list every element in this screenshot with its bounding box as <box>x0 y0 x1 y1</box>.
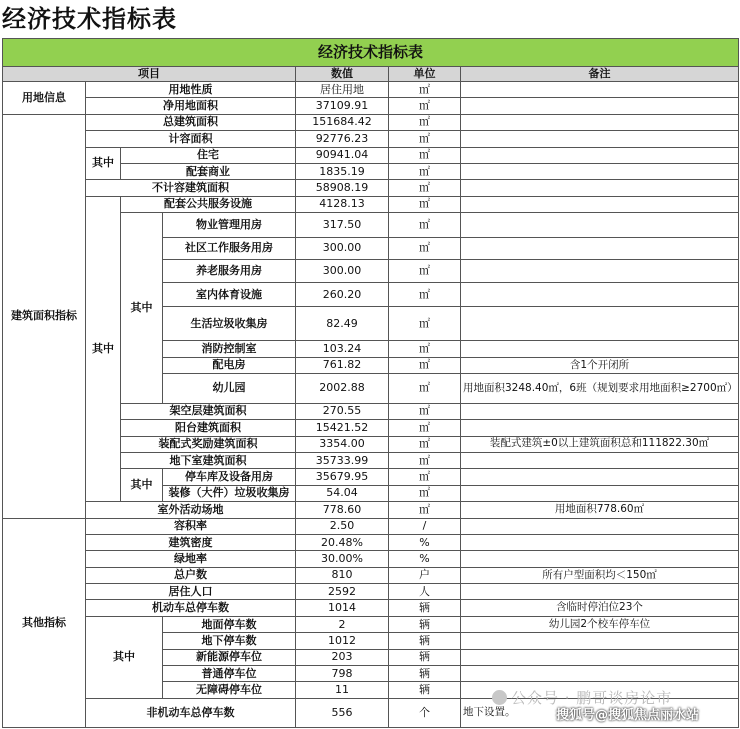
row-value: 90941.04 <box>296 147 389 163</box>
row-label: 消防控制室 <box>163 341 296 357</box>
row-unit: ㎡ <box>389 341 461 357</box>
row-note <box>461 420 739 436</box>
row-label: 不计容建筑面积 <box>86 180 296 196</box>
row-value: 151684.42 <box>296 114 389 130</box>
row-value: 3354.00 <box>296 436 389 452</box>
row-unit: ㎡ <box>389 307 461 341</box>
row-unit: ㎡ <box>389 357 461 373</box>
row-note: 用地面积778.60㎡ <box>461 502 739 518</box>
row-unit: 辆 <box>389 616 461 632</box>
row-label: 装配式奖励建筑面积 <box>121 436 296 452</box>
row-value: 1014 <box>296 600 389 616</box>
row-label: 室内体育设施 <box>163 282 296 307</box>
row-note: 所有户型面积均＜150㎡ <box>461 567 739 583</box>
row-label: 普通停车位 <box>163 666 296 682</box>
row-value: 11 <box>296 682 389 698</box>
row-value: 1835.19 <box>296 164 389 180</box>
row-unit: ㎡ <box>389 180 461 196</box>
row-note <box>461 403 739 419</box>
qizhong-label: 其中 <box>121 213 163 404</box>
row-note <box>461 452 739 468</box>
row-note <box>461 180 739 196</box>
row-value: 82.49 <box>296 307 389 341</box>
row-value: 2002.88 <box>296 374 389 404</box>
section-building-area: 建筑面积指标 <box>3 114 86 518</box>
row-unit: ㎡ <box>389 436 461 452</box>
row-note <box>461 469 739 485</box>
row-value: 300.00 <box>296 260 389 283</box>
row-label: 住宅 <box>121 147 296 163</box>
row-label: 地下室建筑面积 <box>121 452 296 468</box>
row-label: 净用地面积 <box>86 98 296 114</box>
row-unit: ㎡ <box>389 420 461 436</box>
row-note <box>461 341 739 357</box>
row-value: 58908.19 <box>296 180 389 196</box>
row-unit: ㎡ <box>389 114 461 130</box>
row-unit: ㎡ <box>389 502 461 518</box>
row-label: 总户数 <box>86 567 296 583</box>
row-unit: ㎡ <box>389 131 461 147</box>
row-note <box>461 633 739 649</box>
row-label: 机动车总停车数 <box>86 600 296 616</box>
row-unit: ㎡ <box>389 403 461 419</box>
row-value: 798 <box>296 666 389 682</box>
header-value: 数值 <box>296 66 389 81</box>
row-note <box>461 98 739 114</box>
row-label: 生活垃圾收集房 <box>163 307 296 341</box>
row-note: 地下设置。 <box>461 698 739 727</box>
section-other-indicators: 其他指标 <box>3 518 86 727</box>
row-value: 761.82 <box>296 357 389 373</box>
row-note <box>461 649 739 665</box>
header-unit: 单位 <box>389 66 461 81</box>
row-unit: ㎡ <box>389 485 461 501</box>
row-label: 绿地率 <box>86 551 296 567</box>
row-value: 37109.91 <box>296 98 389 114</box>
row-value: 810 <box>296 567 389 583</box>
row-unit: 辆 <box>389 682 461 698</box>
row-unit: ㎡ <box>389 82 461 98</box>
row-label: 装修（大件）垃圾收集房 <box>163 485 296 501</box>
table-caption: 经济技术指标表 <box>3 39 739 67</box>
row-unit: 辆 <box>389 633 461 649</box>
row-label: 无障碍停车位 <box>163 682 296 698</box>
page-title: 经济技术指标表 <box>2 5 177 33</box>
row-note <box>461 485 739 501</box>
row-unit: 辆 <box>389 600 461 616</box>
row-unit: ㎡ <box>389 452 461 468</box>
row-unit: / <box>389 518 461 534</box>
row-value: 1012 <box>296 633 389 649</box>
row-unit: ㎡ <box>389 282 461 307</box>
row-label: 社区工作服务用房 <box>163 237 296 260</box>
row-value: 260.20 <box>296 282 389 307</box>
row-note: 用地面积3248.40㎡，6班（规划要求用地面积≥2700㎡） <box>461 374 739 404</box>
qizhong-label: 其中 <box>121 469 163 502</box>
row-unit: ㎡ <box>389 237 461 260</box>
row-label: 室外活动场地 <box>86 502 296 518</box>
row-unit: % <box>389 534 461 550</box>
row-label: 非机动车总停车数 <box>86 698 296 727</box>
row-value: 2.50 <box>296 518 389 534</box>
row-note <box>461 213 739 238</box>
row-label: 建筑密度 <box>86 534 296 550</box>
row-label: 用地性质 <box>86 82 296 98</box>
row-unit: ㎡ <box>389 469 461 485</box>
row-value: 556 <box>296 698 389 727</box>
header-note: 备注 <box>461 66 739 81</box>
row-value: 15421.52 <box>296 420 389 436</box>
row-value: 20.48% <box>296 534 389 550</box>
header-item: 项目 <box>3 66 296 81</box>
section-land-info: 用地信息 <box>3 82 86 115</box>
row-note <box>461 282 739 307</box>
row-unit: ㎡ <box>389 374 461 404</box>
row-note <box>461 682 739 698</box>
row-note <box>461 237 739 260</box>
row-unit: % <box>389 551 461 567</box>
row-label: 地面停车数 <box>163 616 296 632</box>
row-note <box>461 666 739 682</box>
row-unit: 辆 <box>389 649 461 665</box>
row-unit: ㎡ <box>389 98 461 114</box>
row-label: 架空层建筑面积 <box>121 403 296 419</box>
qizhong-label: 其中 <box>86 196 121 501</box>
wechat-watermark-text: 公众号 · 鹏哥谈房论市 <box>511 689 673 707</box>
row-label: 容积率 <box>86 518 296 534</box>
row-label: 配套公共服务设施 <box>121 196 296 212</box>
row-label: 配电房 <box>163 357 296 373</box>
economic-indicators-table <box>2 38 739 728</box>
row-note <box>461 307 739 341</box>
row-unit: ㎡ <box>389 147 461 163</box>
row-label: 地下停车数 <box>163 633 296 649</box>
row-label: 阳台建筑面积 <box>121 420 296 436</box>
qizhong-label: 其中 <box>86 147 121 180</box>
row-value: 4128.13 <box>296 196 389 212</box>
row-value: 35679.95 <box>296 469 389 485</box>
row-label: 物业管理用房 <box>163 213 296 238</box>
row-value: 2 <box>296 616 389 632</box>
row-note <box>461 131 739 147</box>
row-value: 2592 <box>296 584 389 600</box>
row-note <box>461 82 739 98</box>
row-label: 计容面积 <box>86 131 296 147</box>
row-note <box>461 196 739 212</box>
row-unit: ㎡ <box>389 260 461 283</box>
row-unit: ㎡ <box>389 196 461 212</box>
row-note <box>461 114 739 130</box>
row-note <box>461 164 739 180</box>
row-note <box>461 534 739 550</box>
row-note: 含1个开闭所 <box>461 357 739 373</box>
row-note <box>461 147 739 163</box>
row-note <box>461 584 739 600</box>
row-value: 30.00% <box>296 551 389 567</box>
sohu-watermark: 搜狐号@搜狐焦点丽水站 <box>556 708 700 723</box>
row-label: 养老服务用房 <box>163 260 296 283</box>
row-value: 54.04 <box>296 485 389 501</box>
row-label: 新能源停车位 <box>163 649 296 665</box>
row-value: 270.55 <box>296 403 389 419</box>
row-value: 317.50 <box>296 213 389 238</box>
row-note <box>461 260 739 283</box>
row-unit: 个 <box>389 698 461 727</box>
row-value: 203 <box>296 649 389 665</box>
row-label: 幼儿园 <box>163 374 296 404</box>
row-unit: 人 <box>389 584 461 600</box>
row-note: 含临时停泊位23个 <box>461 600 739 616</box>
qizhong-label: 其中 <box>86 616 163 698</box>
row-value: 300.00 <box>296 237 389 260</box>
row-value: 103.24 <box>296 341 389 357</box>
row-label: 停车库及设备用房 <box>163 469 296 485</box>
row-label: 配套商业 <box>121 164 296 180</box>
row-value: 92776.23 <box>296 131 389 147</box>
row-note <box>461 551 739 567</box>
row-note: 幼儿园2个校车停车位 <box>461 616 739 632</box>
row-label: 总建筑面积 <box>86 114 296 130</box>
row-label: 居住人口 <box>86 584 296 600</box>
row-value: 778.60 <box>296 502 389 518</box>
row-value: 35733.99 <box>296 452 389 468</box>
row-value: 居住用地 <box>296 82 389 98</box>
row-unit: 辆 <box>389 666 461 682</box>
row-note: 装配式建筑±0以上建筑面积总和111822.30㎡ <box>461 436 739 452</box>
row-unit: 户 <box>389 567 461 583</box>
row-note <box>461 518 739 534</box>
row-unit: ㎡ <box>389 164 461 180</box>
row-unit: ㎡ <box>389 213 461 238</box>
